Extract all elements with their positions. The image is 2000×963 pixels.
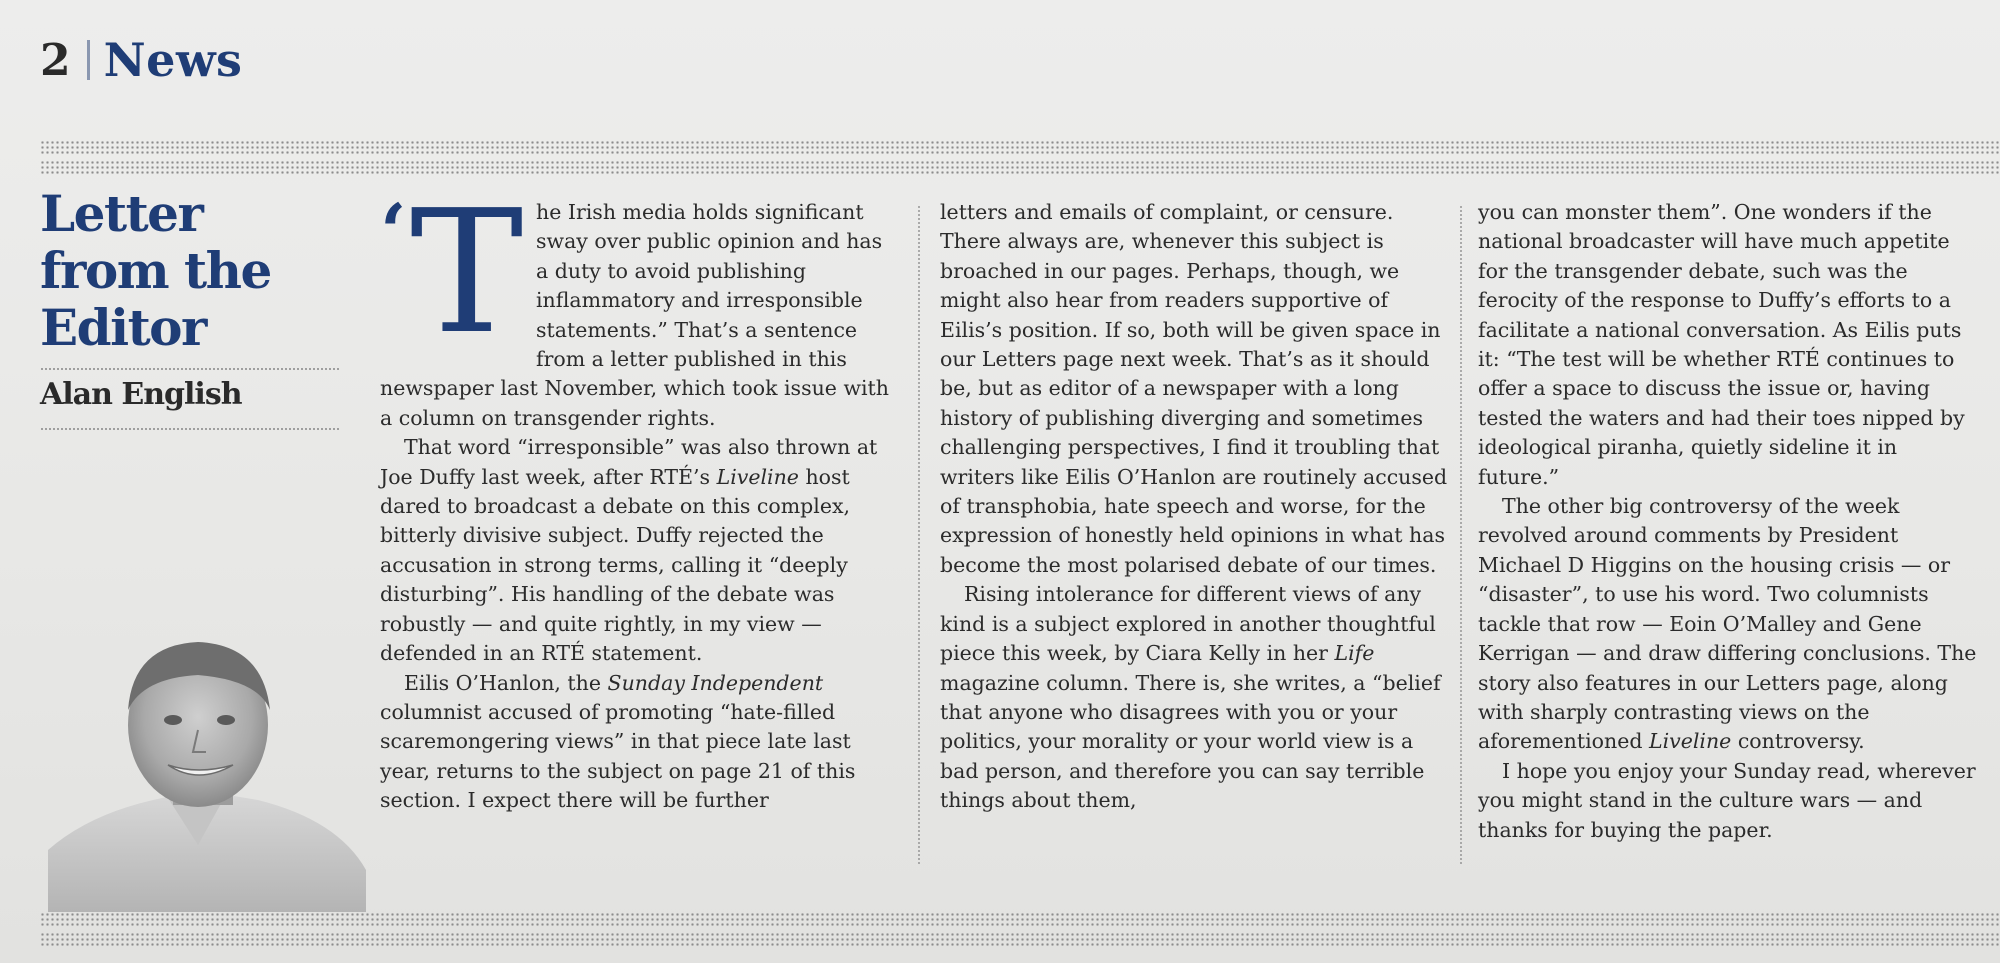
drop-cap-block: [380, 174, 530, 372]
opening-quote-mark: ‘: [380, 187, 407, 276]
title-line-1: Letter: [40, 184, 203, 243]
paragraph-5-italic: Life: [1334, 641, 1375, 666]
paragraph-7: [1478, 492, 1978, 757]
header-separator: [87, 40, 90, 80]
paragraph-8: I hope you enjoy your Sunday read, wherever you might stand in the culture wars — and thanks for buying the paper.: [1478, 758, 1976, 842]
article-column-3: [1478, 198, 1978, 878]
byline-top-rule: [40, 368, 340, 370]
paragraph-3-part-a: Eilis O’Hanlon, the: [404, 670, 608, 695]
top-dotted-rule: [40, 140, 2000, 154]
bottom-dotted-rule-2: [40, 932, 2000, 946]
paragraph-3-italic: Sunday Independent: [607, 670, 824, 695]
article-column-1: [380, 174, 900, 878]
paragraph-6: you can monster them”. One wonders if the national broadcaster will have much appetite for the transgender debate, such was the ferocity of the response to Duffy’s efforts to a facilitate a national conversation. As Eilis puts it: “The test will be whether RTÉ continues to offer a space to discuss the issue or, having tested the waters and had their toes nipped by ideological piranha, quietly sideline it in future.”: [1478, 200, 1965, 489]
page-number: 2: [40, 34, 71, 86]
title-line-3: Editor: [40, 298, 206, 357]
paragraph-3-part-b: columnist accused of promoting “hate-filled scaremongering views” in that piece late last year, returns to the subject on page 21 of this section. I expect there will be further: [380, 699, 856, 813]
paragraph-5-part-a: Rising intolerance for different views of any kind is a subject explored in another thoughtful piece this week, by Ciara Kelly in her: [940, 582, 1436, 666]
byline-bottom-rule: [40, 428, 340, 430]
paragraph-5-part-b: magazine column. There is, she writes, a “belief that anyone who disagrees with you or your politics, your morality or your world view is a bad person, and therefore you can say terrible things about them,: [940, 670, 1441, 813]
paragraph-2-part-b: host dared to broadcast a debate on this complex, bitterly divisive subject. Duffy rejected the accusation in strong terms, calling it “deeply disturbing”. His handling of the debate was robustly — and quite rightly, in my view — defended in an RTÉ statement.: [380, 464, 851, 666]
author-portrait: [48, 640, 366, 912]
paragraph-2: [380, 433, 900, 668]
paragraph-2-italic: Liveline: [716, 464, 799, 489]
top-dotted-rule-2: [40, 160, 2000, 174]
title-line-2: from the: [40, 241, 271, 300]
column-divider-2: [1460, 205, 1462, 865]
drop-cap-letter: T: [410, 174, 524, 372]
section-name: News: [103, 33, 243, 87]
paragraph-7-italic: Liveline: [1648, 729, 1732, 754]
paragraph-3: [380, 669, 900, 816]
paragraph-4: letters and emails of complaint, or censure. There always are, whenever this subject is broached in our pages. Perhaps, though, we might also hear from readers supportive of Eilis’s position. If so, both will be given space in our Letters page next week. That’s as it should be, but as editor of a newspaper with a long history of publishing diverging and sometimes challenging perspectives, I find it troubling that writers like Eilis O’Hanlon are routinely accused of transphobia, hate speech and worse, for the expression of honestly held opinions in what has become the most polarised debate of our times.: [940, 200, 1448, 577]
paragraph-7-part-b: controversy.: [1731, 729, 1865, 754]
paragraph-2-part-a: That word “irresponsible” was also thrown at Joe Duffy last week, after RTÉ’s: [380, 435, 878, 489]
bottom-dotted-rule: [40, 912, 2000, 926]
byline: Alan English: [40, 377, 242, 412]
page-header: [40, 30, 242, 90]
paragraph-7-part-a: The other big controversy of the week revolved around comments by President Michael D Higgins on the housing crisis — or “disaster”, to use his word. Two columnists tackle that row — Eoin O’Malley and Gene Kerrigan — and draw differing conclusions. The story also features in our Letters page, along with sharply contrasting views on the aforementioned: [1478, 494, 1977, 754]
article-title: [40, 185, 360, 356]
paragraph-1: he Irish media holds significant sway over public opinion and has a duty to avoid publishing inflammatory and irresponsible statements.” That’s a sentence from a letter published in this newspaper last November, which took issue with a column on transgender rights.: [380, 200, 889, 430]
column-divider-1: [918, 205, 920, 865]
paragraph-5: [940, 580, 1450, 815]
article-column-2: [940, 198, 1450, 878]
